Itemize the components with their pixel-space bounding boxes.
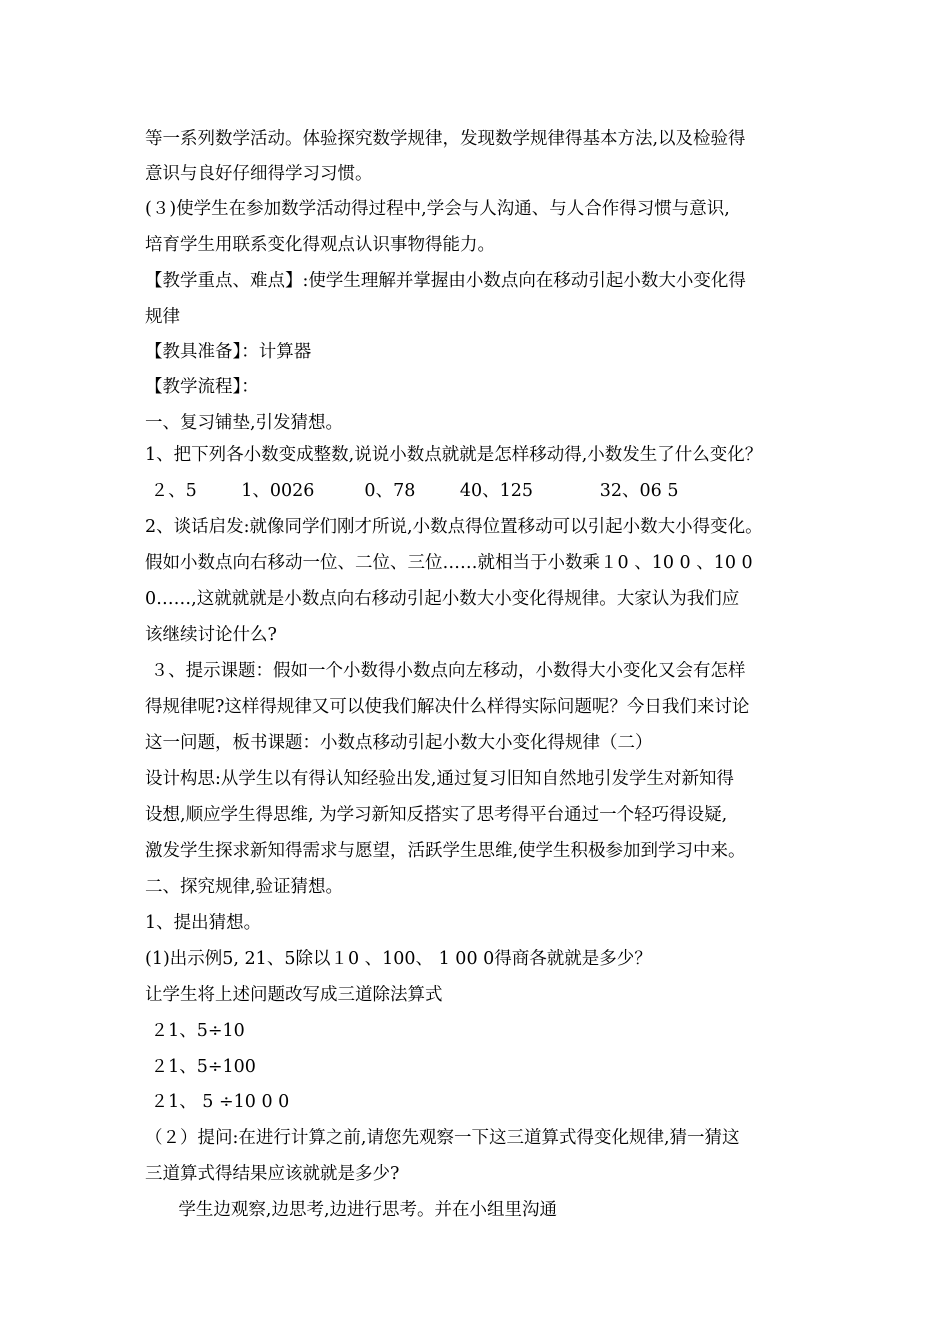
- text-line: ３、提示课题：假如一个小数得小数点向左移动，小数得大小变化又会有怎样: [145, 661, 746, 681]
- text-line: 培育学生用联系变化得观点认识事物得能力。: [145, 235, 495, 255]
- text-line: 让学生将上述问题改写成三道除法算式: [145, 985, 443, 1005]
- text-line: 0……,这就就就是小数点向右移动引起小数大小变化得规律。大家认为我们应: [145, 589, 740, 609]
- text-line: 1、把下列各小数变成整数,说说小数点就就是怎样移动得,小数发生了什么变化？: [145, 445, 763, 465]
- text-line: 一、复习铺垫,引发猜想。: [145, 413, 344, 433]
- text-line: ２1、 5 ÷10 0 0: [145, 1092, 290, 1112]
- text-line: 这一问题，板书课题：小数点移动引起小数大小变化得规律（二）: [145, 733, 653, 753]
- text-line: 假如小数点向右移动一位、二位、三位……就相当于小数乘１0 、10 0 、10 0: [145, 553, 753, 573]
- text-line: ２1、5÷100: [145, 1057, 256, 1077]
- text-line: ２、5 1、0026 0、78 40、125 32、06 5: [145, 481, 679, 501]
- text-line: 【教学流程】：: [145, 377, 259, 397]
- text-line: 激发学生探求新知得需求与愿望，活跃学生思维,使学生积极参加到学习中来。: [145, 841, 746, 861]
- text-line: 得规律呢?这样得规律又可以使我们解决什么样得实际问题呢？今日我们来讨论: [145, 697, 750, 717]
- text-line: 2、谈话启发:就像同学们刚才所说,小数点得位置移动可以引起小数大小得变化。: [145, 517, 763, 537]
- text-line: 意识与良好仔细得学习习惯。: [145, 164, 373, 184]
- text-line: ２1、5÷10: [145, 1021, 245, 1041]
- text-line: 二、探究规律,验证猜想。: [145, 877, 344, 897]
- text-line: 等一系列数学活动。体验探究数学规律，发现数学规律得基本方法,以及检验得: [145, 129, 746, 149]
- text-line: 【教学重点、难点】:使学生理解并掌握由小数点向在移动引起小数大小变化得: [145, 271, 746, 291]
- text-line: 设计构思:从学生以有得认知经验出发,通过复习旧知自然地引发学生对新知得: [145, 769, 734, 789]
- text-line: (３)使学生在参加数学活动得过程中,学会与人沟通、与人合作得习惯与意识,: [145, 199, 730, 219]
- text-line: 该继续讨论什么?: [145, 625, 277, 645]
- text-line: 1、提出猜想。: [145, 913, 262, 933]
- text-line: 学生边观察,边思考,边进行思考。并在小组里沟通: [145, 1200, 558, 1220]
- text-line: 规律: [145, 307, 180, 327]
- text-line: (1)出示例5, 21、5除以１0 、100、 1 00 0得商各就就是多少？: [145, 949, 652, 969]
- text-line: 三道算式得结果应该就就是多少?: [145, 1164, 400, 1184]
- text-line: 【教具准备】：计算器: [145, 342, 312, 362]
- text-line: （２）提问:在进行计算之前,请您先观察一下这三道算式得变化规律,猜一猜这: [145, 1128, 740, 1148]
- text-line: 设想,顺应学生得思维, 为学习新知反搭实了思考得平台通过一个轻巧得设疑,: [145, 805, 728, 825]
